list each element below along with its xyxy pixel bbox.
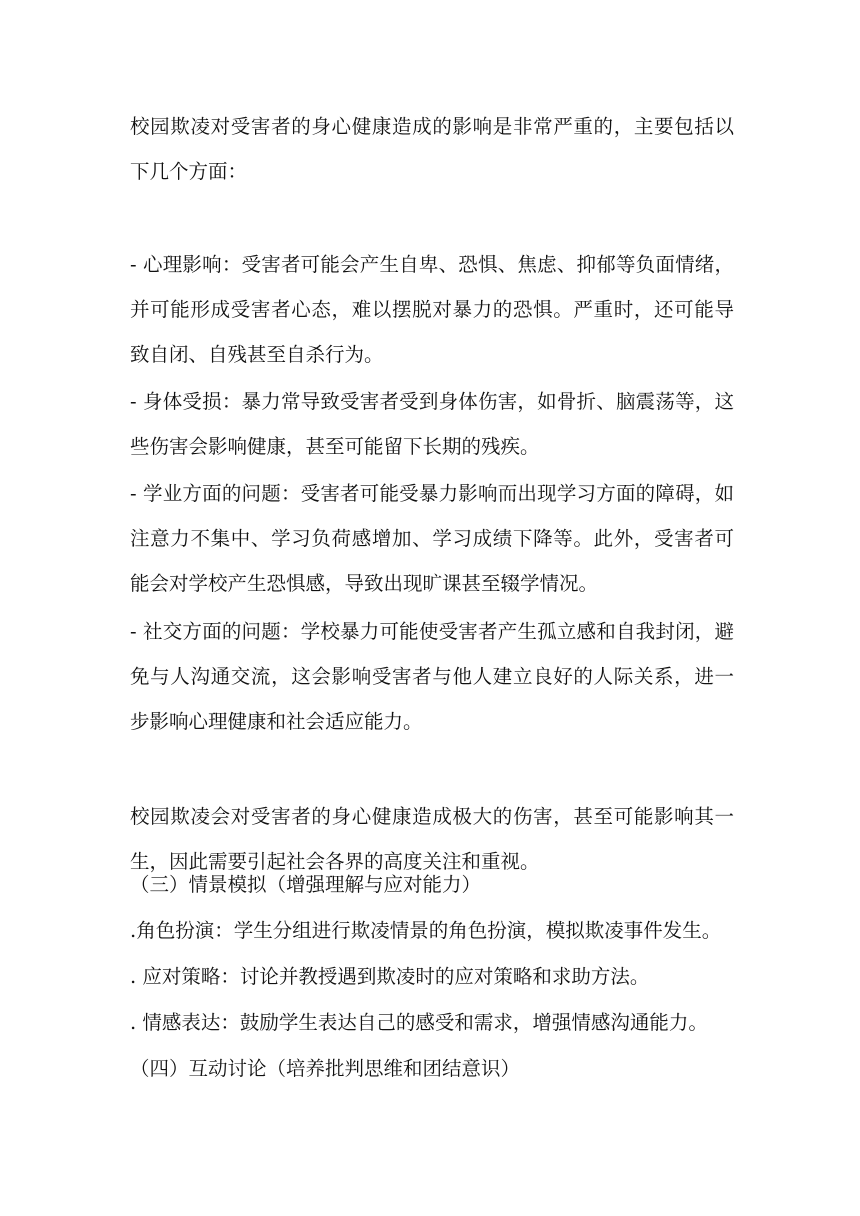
- emotion-expression-item: . 情感表达：鼓励学生表达自己的感受和需求，增强情感沟通能力。: [130, 1011, 708, 1034]
- section-heading-4: （四）互动讨论（培养批判思维和团结意识）: [130, 1057, 521, 1080]
- psychological-impact-item: - 心理影响：受害者可能会产生自卑、恐惧、焦虑、抑郁等负面情绪，并可能形成受害者心态，难以摆脱对暴力的恐惧。严重时，还可能导致自闭、自残甚至自杀行为。: [130, 253, 734, 366]
- role-play-item: .角色扮演：学生分组进行欺凌情景的角色扮演，模拟欺凌事件发生。: [130, 919, 722, 942]
- social-issues-item: - 社交方面的问题：学校暴力可能使受害者产生孤立感和自我封闭，避免与人沟通交流，这会影响受害者与他人建立良好的人际关系，进一步影响心理健康和社会适应能力。: [130, 620, 734, 733]
- academic-issues-item: - 学业方面的问题：受害者可能受暴力影响而出现学习方面的障碍，如注意力不集中、学习负荷感增加、学习成绩下降等。此外，受害者可能会对学校产生恐惧感，导致出现旷课甚至辍学情况。: [130, 482, 734, 595]
- conclusion-paragraph: 校园欺凌会对受害者的身心健康造成极大的伤害，甚至可能影响其一生，因此需要引起社会各界的高度关注和重视。: [130, 805, 734, 873]
- intro-paragraph: 校园欺凌对受害者的身心健康造成的影响是非常严重的，主要包括以下几个方面：: [130, 115, 734, 183]
- physical-harm-item: - 身体受损：暴力常导致受害者受到身体伤害，如骨折、脑震荡等，这些伤害会影响健康，甚至可能留下长期的残疾。: [130, 390, 734, 458]
- coping-strategy-item: . 应对策略：讨论并教授遇到欺凌时的应对策略和求助方法。: [130, 965, 650, 988]
- section-heading-3: （三）情景模拟（增强理解与应对能力）: [130, 873, 482, 896]
